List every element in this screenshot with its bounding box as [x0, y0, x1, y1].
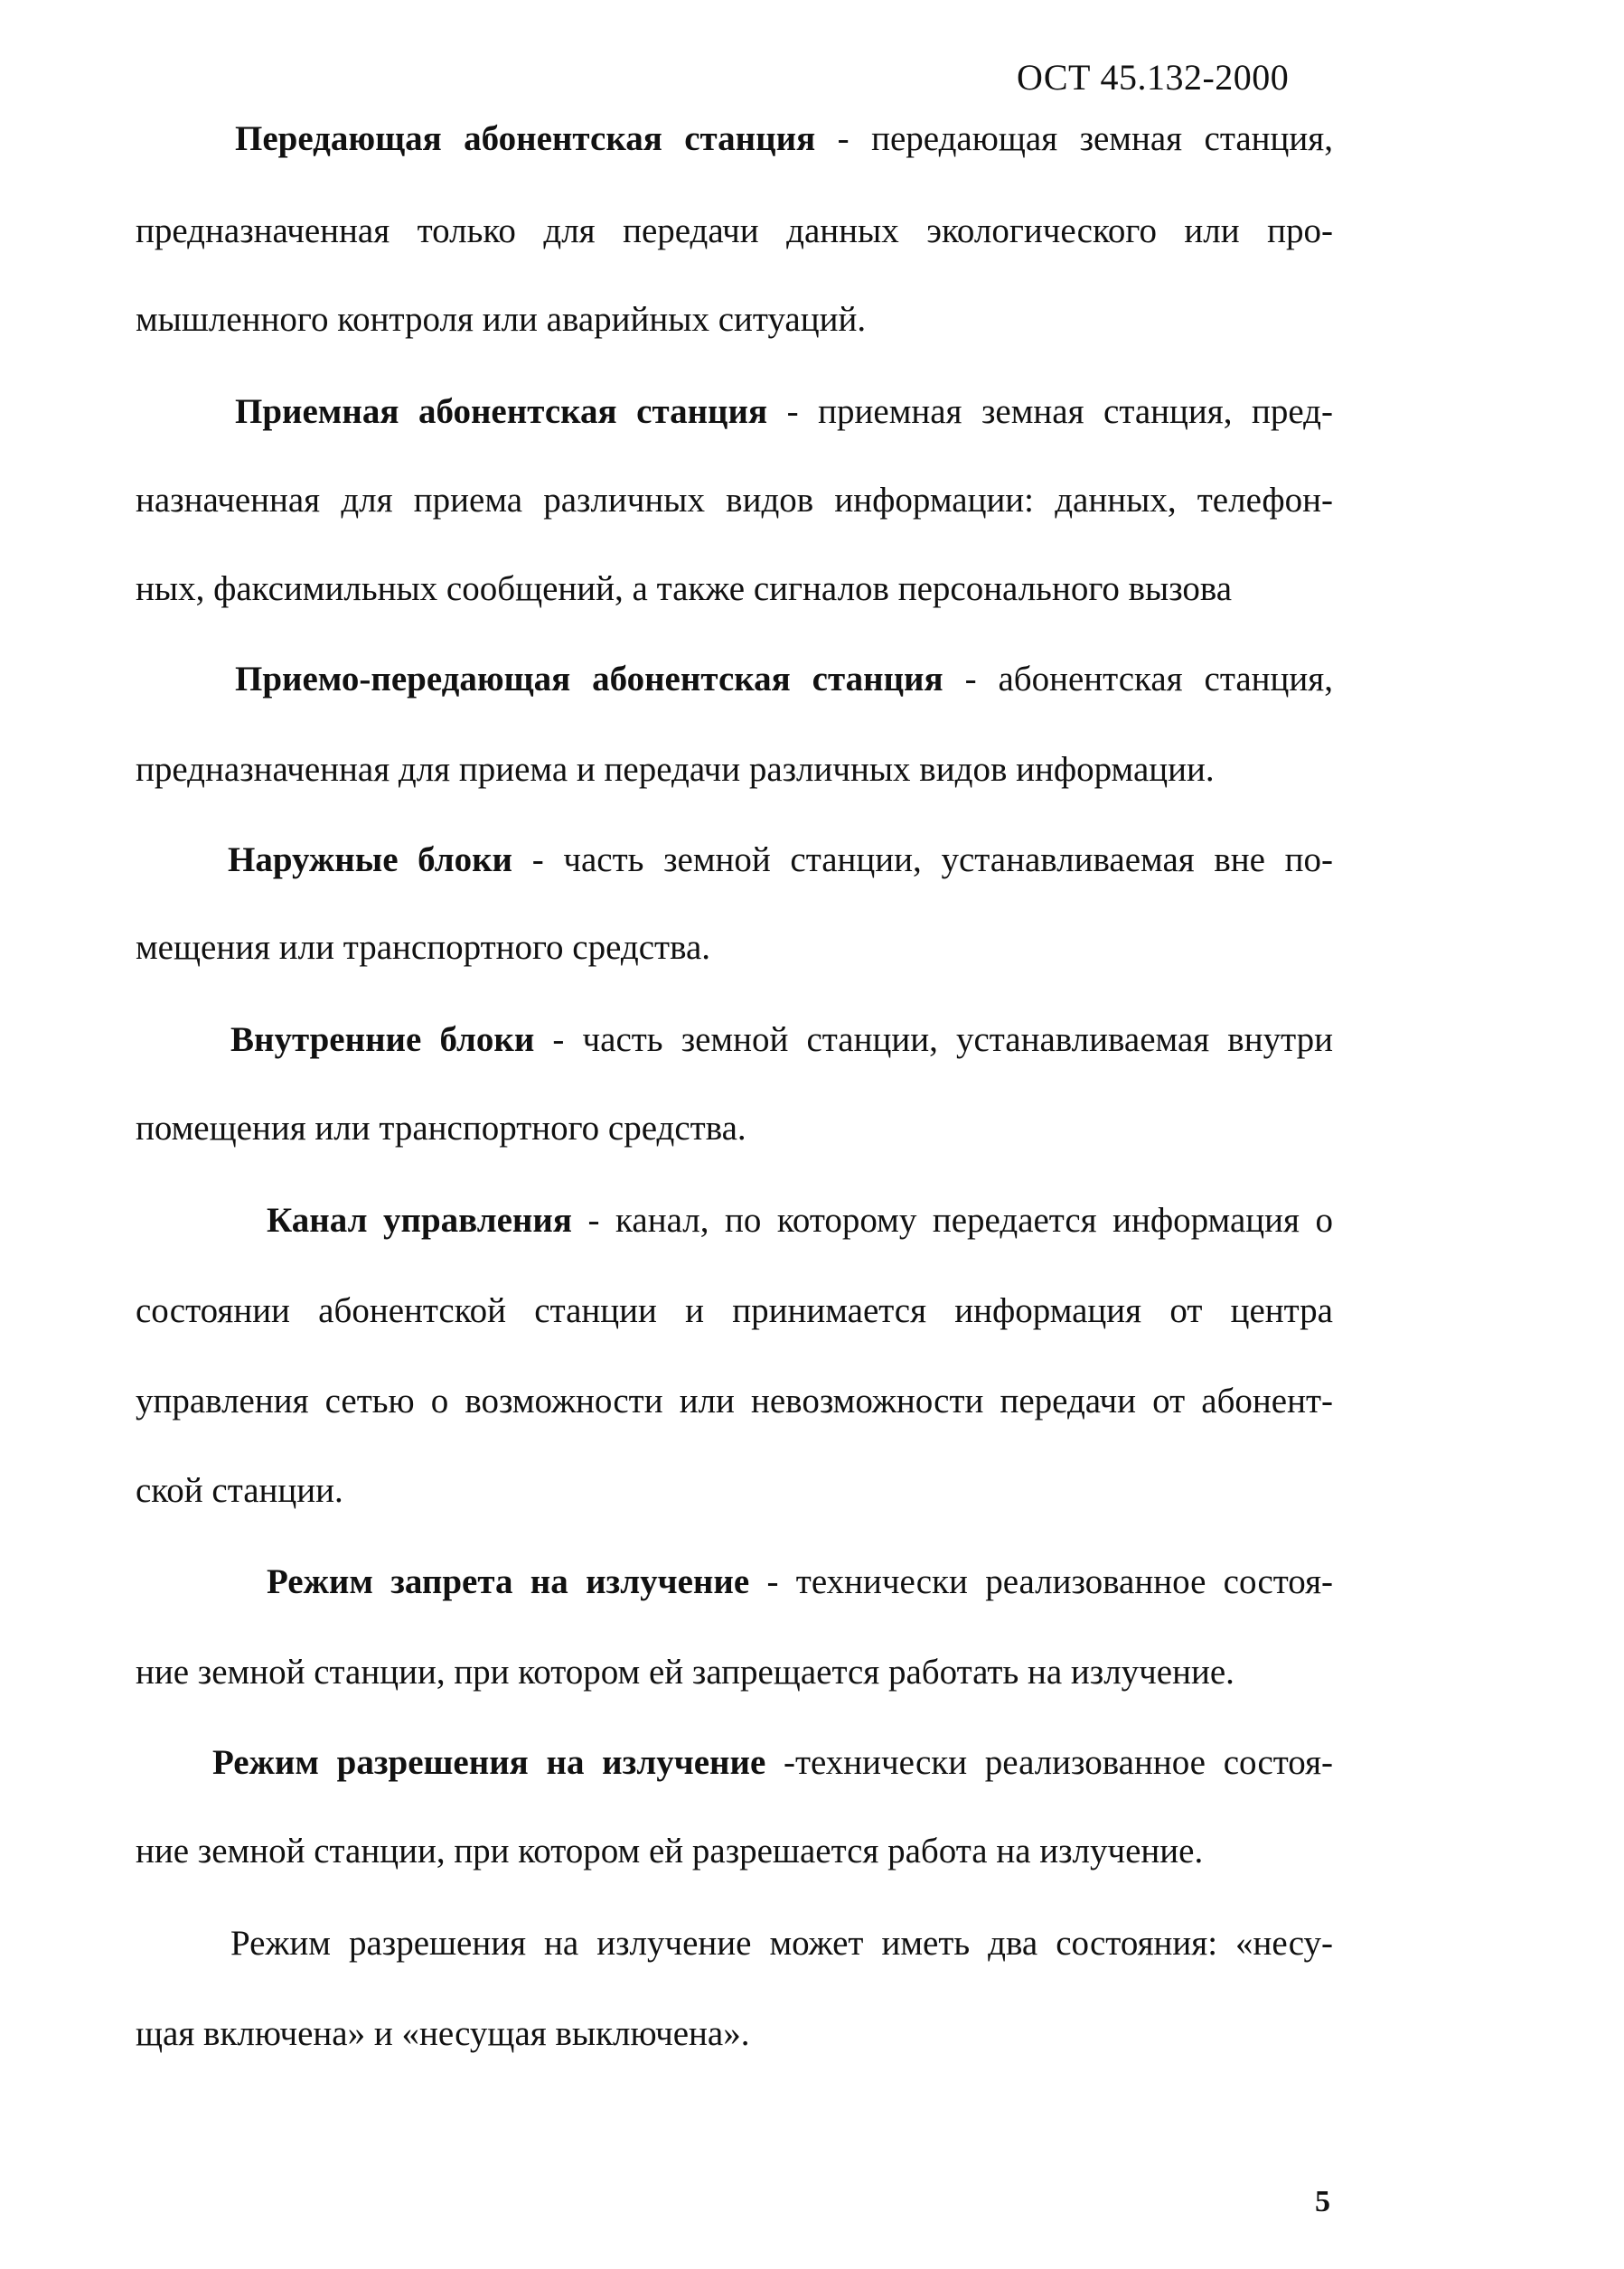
definition-line	[235, 658, 1333, 701]
definition-line: ние земной станции, при котором ей разрешается работа на излучение.	[136, 1832, 1204, 1871]
body-line: щая включена» и «несущая выключена».	[136, 2014, 750, 2053]
definition-text: -технически реализованное состоя-	[765, 1743, 1333, 1782]
definition-text: - абонентская станция,	[943, 660, 1333, 699]
definition-text: - технически реализованное состоя-	[749, 1562, 1333, 1601]
term: Наружные блоки	[228, 840, 513, 879]
definition-text: - передающая земная станция,	[815, 119, 1333, 158]
page-number: 5	[1315, 2185, 1330, 2218]
definition-line: ных, факсимильных сообщений, а также сигналов персонального вызова	[136, 569, 1233, 608]
definition-line: назначенная для приема различных видов информации: данных, телефон-	[136, 481, 1333, 520]
definition-line: предназначенная только для передачи данных экологического или про-	[136, 211, 1333, 250]
definition-text: - часть земной станции, устанавливаемая вне по-	[512, 840, 1333, 879]
definition-line	[267, 1561, 1333, 1604]
definition-line: предназначенная для приема и передачи различных видов информации.	[136, 750, 1215, 789]
definition-line: ской станции.	[136, 1471, 343, 1510]
definition-line: помещения или транспортного средства.	[136, 1109, 746, 1148]
definition-line	[235, 117, 1333, 161]
document-code: ОСТ 45.132-2000	[1017, 57, 1290, 98]
term: Передающая абонентская станция	[235, 119, 816, 158]
definition-line	[235, 390, 1333, 434]
definition-line	[212, 1741, 1333, 1785]
definition-line	[230, 1018, 1333, 1062]
term: Режим запрета на излучение	[267, 1562, 750, 1601]
definition-line: ние земной станции, при котором ей запрещается работать на излучение.	[136, 1653, 1234, 1692]
term: Режим разрешения на излучение	[212, 1743, 766, 1782]
definition-line: управления сетью о возможности или невозможности передачи от абонент-	[136, 1382, 1333, 1420]
term: Приемная абонентская станция	[235, 392, 768, 431]
definition-line: мещения или транспортного средства.	[136, 928, 711, 967]
definition-line: состоянии абонентской станции и принимается информация от центра	[136, 1291, 1333, 1330]
body-line: Режим разрешения на излучение может иметь два состояния: «несу-	[230, 1924, 1333, 1963]
term: Канал управления	[267, 1201, 572, 1240]
definition-text: - канал, по которому передается информация о	[571, 1201, 1333, 1240]
definition-text: - часть земной станции, устанавливаемая внутри	[534, 1020, 1333, 1059]
definition-line: мышленного контроля или аварийных ситуаций.	[136, 300, 867, 339]
definition-line	[267, 1199, 1333, 1242]
definition-text: - приемная земная станция, пред-	[767, 392, 1334, 431]
definition-line	[228, 839, 1333, 882]
term: Приемо-передающая абонентская станция	[235, 660, 943, 699]
term: Внутренние блоки	[230, 1020, 535, 1059]
